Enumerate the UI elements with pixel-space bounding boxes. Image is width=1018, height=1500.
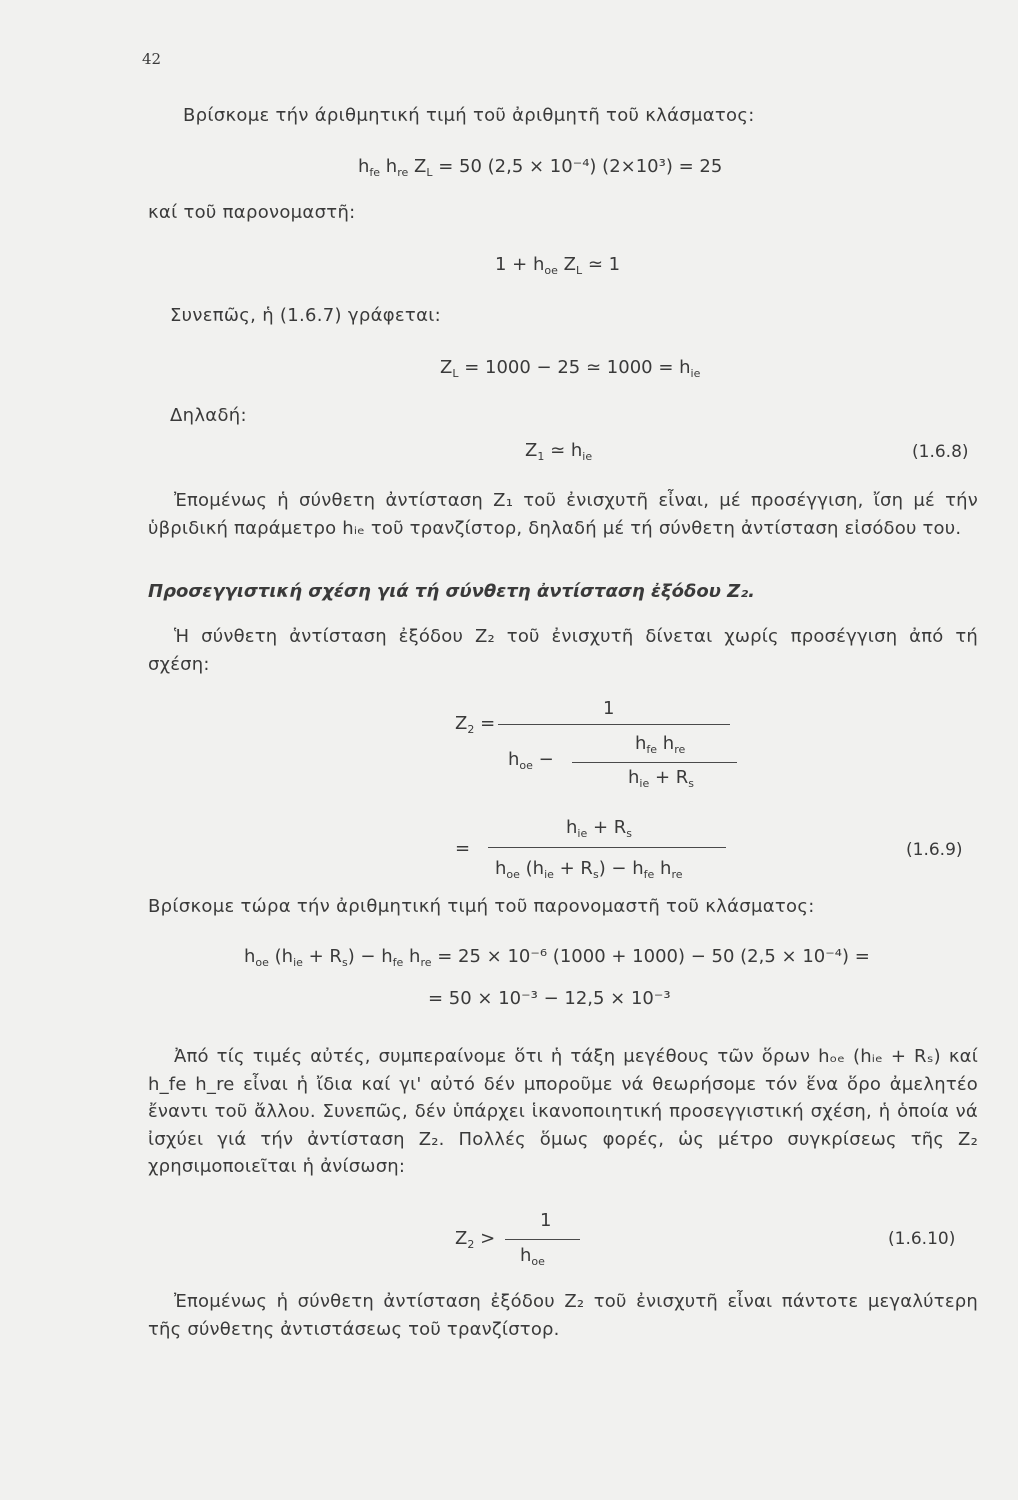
paragraph-final: Ἐπομένως ἡ σύνθετη ἀντίσταση ἐξόδου Z₂ τοῦ ἐνισχυτῆ εἶναι πάντοτε μεγαλύτερη τῆς σύνθετης ἀντιστάσεως τοῦ τρανζίστορ.	[148, 1291, 978, 1340]
equation-1-6-10-one: 1	[540, 1210, 552, 1231]
equation-1-6-10-lhs: $Z_2$ >	[455, 1228, 496, 1251]
equation-denominator-calc-value: = 25 × 10⁻⁶ (1000 + 1000) − 50 (2,5 × 10⁻⁴) =	[437, 946, 870, 967]
equation-numerator-value: = 50 (2,5 × 10⁻⁴) (2×10³) = 25	[438, 156, 723, 177]
equation-1-6-10-hoe: $h_{oe}$	[520, 1245, 545, 1268]
equation-z2-lhs: $Z_2$ =	[455, 713, 496, 736]
paragraph-namely: Δηλαδή:	[170, 405, 247, 426]
equation-zl: $Z_L = 1000 - 25$ ≃ $1000 = h_{ie}$	[440, 357, 701, 380]
equation-label-1-6-8: (1.6.8)	[912, 442, 969, 462]
equation-denominator-calc: $h_{oe}$ $(h_{ie} + R_s) - h_{fe}$ $h_{re} = 25 \times 10^{-6}$ (1000 + 1000) − 50 (2,5 × 10⁻⁴) =	[244, 946, 870, 969]
equation-1-6-8: $Z_1$ ≃ $h_{ie}$	[525, 440, 593, 463]
page-number: 42	[142, 50, 162, 68]
equation-label-1-6-9: (1.6.9)	[906, 840, 963, 860]
equation-z2-hfe-hre: $h_{fe}$ $h_{re}$	[635, 733, 686, 756]
paragraph-numerator-intro: Βρίσκομε τήν άριθμητική τιμή τοῦ ἀριθμητῆ τοῦ κλάσματος:	[183, 105, 755, 126]
equation-z2-hie-rs: $h_{ie} + R_s$	[628, 767, 695, 790]
equation-z2-hoe: $h_{oe}$ −	[508, 749, 554, 772]
equation-numerator: $h_{fe}$ $h_{re}$ $Z_L = 50$ (2,5 × 10⁻⁴) (2×10³) = 25	[358, 156, 723, 179]
equation-1-6-9-numerator: $h_{ie} + R_s$	[566, 817, 633, 840]
equation-1-6-9-denominator: $h_{oe}$ $(h_{ie} + R_s) - h_{fe}$ $h_{re}$	[495, 858, 683, 881]
equation-z2-one: 1	[603, 698, 615, 719]
equation-denominator-result: = 50 × 10⁻³ − 12,5 × 10⁻³	[428, 988, 671, 1009]
equation-zl-value: = 1000 − 25 ≃ 1000 =	[464, 357, 674, 378]
fraction-bar-1-6-10	[505, 1239, 580, 1240]
equation-equals: =	[455, 838, 471, 859]
paragraph-conclusion: Ἀπό τίς τιμές αὐτές, συμπεραίνομε ὅτι ἡ τάξη μεγέθους τῶν ὅρων hₒₑ (hᵢₑ + Rₛ) καί h_fe h_re εἶναι ἡ ἴδια καί γι' αὐτό δέν μποροῦμε νά θεωρήσομε τόν ἕνα ὅρο ἀμελητέο ἔναντι τοῦ ἄλλου. Συνεπῶς, δέν ὑπάρχει ἱκανοποιητική προσεγγιστική σχέση, ἡ ὁποία νά ἰσχύει γιά τήν ἀντίσταση Z₂. Πολλές ὅμως φορές, ὡς μέτρο συγκρίσεως τῆς Z₂ χρησιμοποιεῖται ἡ ἀνίσωση:	[148, 1046, 978, 1177]
paragraph-denominator-intro: καί τοῦ παρονομαστῆ:	[148, 202, 356, 223]
equation-label-1-6-10: (1.6.10)	[888, 1229, 956, 1249]
fraction-bar-main	[498, 724, 730, 725]
fraction-bar-inner	[572, 762, 737, 763]
paragraph-denominator-value: Βρίσκομε τώρα τήν ἀριθμητική τιμή τοῦ παρονομαστῆ τοῦ κλάσματος:	[148, 896, 815, 917]
paragraph-therefore: Συνεπῶς, ἡ (1.6.7) γράφεται:	[170, 305, 441, 326]
paragraph-input-impedance: Ἐπομένως ἡ σύνθετη ἀντίσταση Z₁ τοῦ ἐνισχυτῆ εἶναι, μέ προσέγγιση, ἴση μέ τήν ὑβριδική παράμετρο hᵢₑ τοῦ τρανζίστορ, δηλαδή μέ τή σύνθετη ἀντίσταση εἰσόδου του.	[148, 490, 978, 539]
section-heading: Προσεγγιστική σχέση γιά τή σύνθετη ἀντίσταση ἐξόδου Z₂.	[148, 581, 755, 602]
equation-denominator-value: ≃ 1	[587, 254, 621, 275]
fraction-bar-1-6-9	[488, 847, 726, 848]
equation-denominator: $1 + h_{oe}$ $Z_L$ ≃ 1	[495, 254, 621, 277]
paragraph-output-impedance: Ἡ σύνθετη ἀντίσταση ἐξόδου Z₂ τοῦ ἐνισχυτῆ δίνεται χωρίς προσέγγιση ἀπό τή σχέση:	[148, 626, 978, 675]
